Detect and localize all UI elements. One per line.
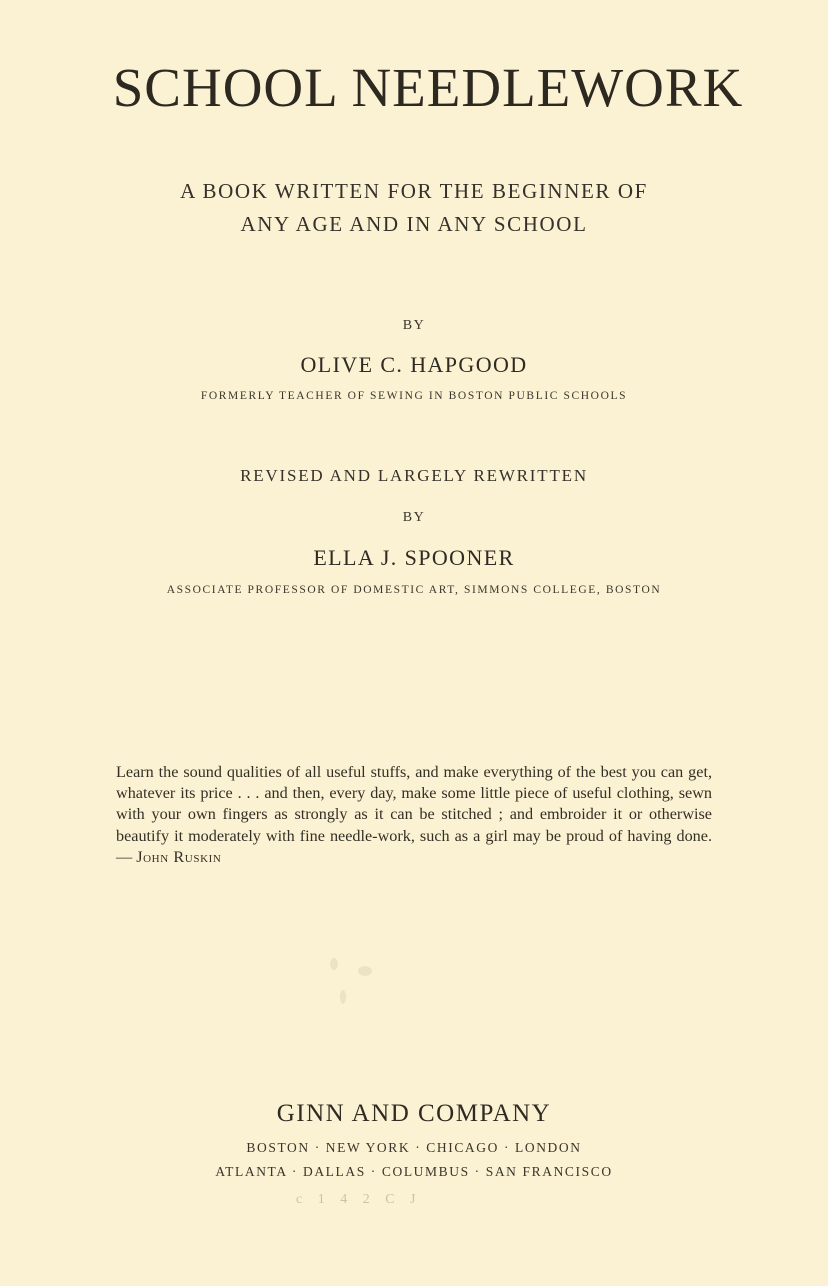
by-label-1: BY: [402, 318, 426, 333]
scan-speck: [340, 990, 346, 1004]
epigraph-attribution: John Ruskin: [136, 847, 222, 866]
scan-speck: [330, 958, 338, 970]
publisher-cities-line-2: ATLANTA · DALLAS · COLUMBUS · SAN FRANCISCO: [215, 1164, 613, 1179]
faint-library-stamp: c 1 4 2 C J: [296, 1192, 422, 1207]
author-name-2: ELLA J. SPOONER: [313, 545, 515, 570]
author-1-role: FORMERLY TEACHER OF SEWING IN BOSTON PUBLIC SCHOOLS: [200, 390, 628, 402]
epigraph-text: Learn the sound qualities of all useful stuffs, and make everything of the best you can get, whatever its price . . . and then, every day, make some little piece of useful clothing, sewn with your own fingers as strongly as it can be stitched ; and embroider it or otherwise beautify it moderately with fine needle-work, such as a girl may be proud of having done. —: [116, 763, 712, 866]
subtitle-line-2: ANY AGE AND IN ANY SCHOOL: [240, 212, 588, 236]
subtitle-line-1: A BOOK WRITTEN FOR THE BEGINNER OF: [180, 179, 648, 203]
by-label-2: BY: [402, 510, 426, 525]
publisher-name: GINN AND COMPANY: [276, 1100, 552, 1127]
author-2-role: ASSOCIATE PROFESSOR OF DOMESTIC ART, SIMMONS COLLEGE, BOSTON: [166, 584, 662, 596]
epigraph-quote: [116, 762, 712, 868]
scan-speck: [358, 966, 372, 976]
book-title: SCHOOL NEEDLEWORK: [112, 57, 744, 118]
author-name-1: OLIVE C. HAPGOOD: [300, 352, 528, 377]
publisher-cities-line-1: BOSTON · NEW YORK · CHICAGO · LONDON: [246, 1140, 582, 1155]
revised-note: REVISED AND LARGELY REWRITTEN: [240, 466, 588, 485]
